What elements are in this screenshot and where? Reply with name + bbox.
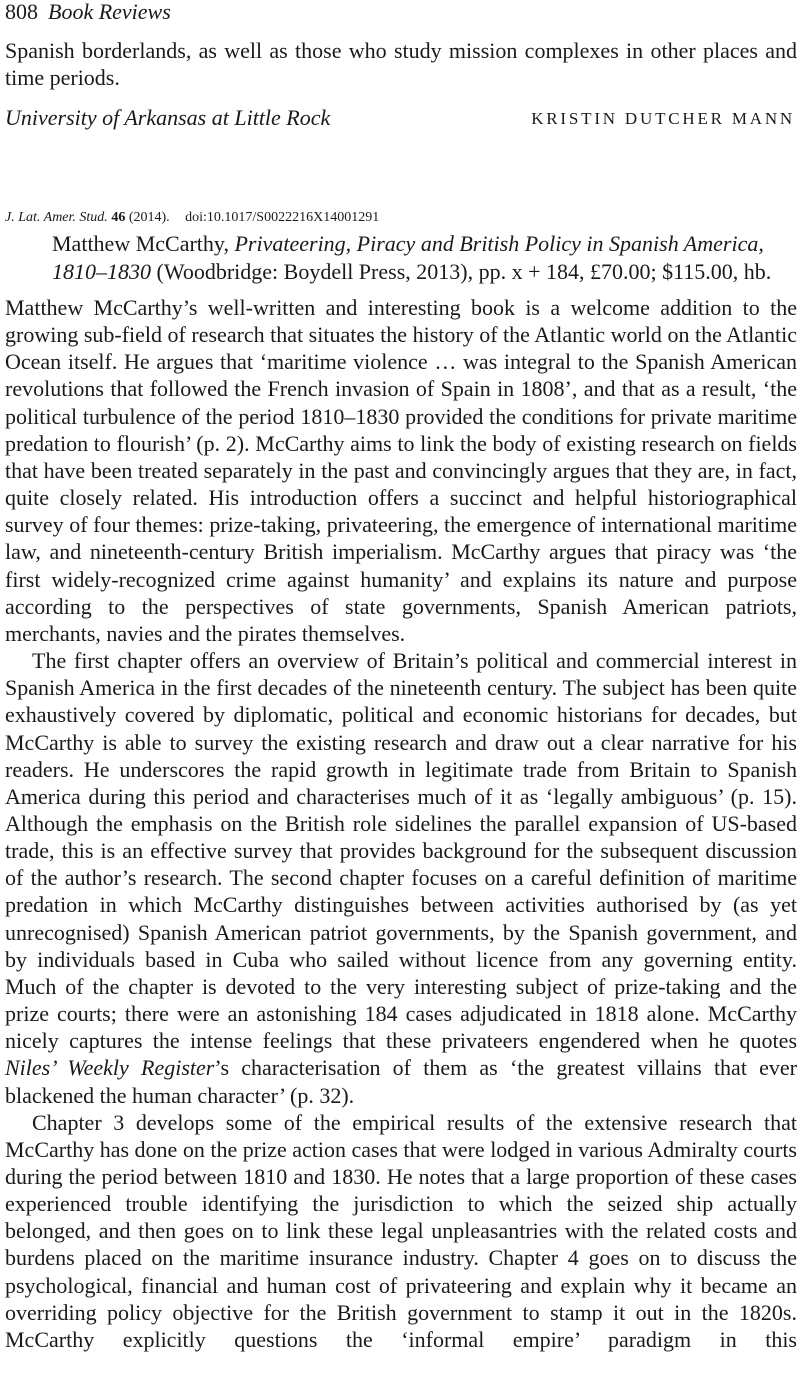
book-title: Privateering, Piracy and British Policy in Spanish America, (234, 231, 764, 256)
reviewer-affiliation: University of Arkansas at Little Rock (5, 105, 331, 130)
doi-link[interactable]: doi:10.1017/S0022216X14001291 (185, 210, 380, 225)
book-heading (52, 230, 797, 286)
book-heading-line-1 (52, 230, 797, 258)
reviewer-name: KRISTIN DUTCHER MANN (531, 109, 795, 128)
periodical-title: Niles’ Weekly Register (5, 1055, 215, 1081)
book-heading-line-2 (52, 258, 797, 286)
review-paragraph-2 (5, 647, 797, 1109)
review-paragraph-1: Matthew McCarthy’s well-written and interesting book is a welcome addition to the growing sub-field of research that situates the history of the Atlantic world on the Atlantic Ocean itself. He argues that ‘maritime violence … was integral to the Spanish American revolutions that followed the French invasion of Spain in 1808’, and that as a result, ‘the political turbulence of the period 1810–1830 provided the conditions for private maritime predation to flourish’ (p. 2). McCarthy aims to link the body of existing research on fields that have been treated separately in the past and convincingly argues that they are, in fact, quite closely related. His introduction offers a succinct and helpful historiographical survey of four themes: prize-taking, privateering, the emergence of international maritime law, and nineteenth-century British imperialism. McCarthy argues that piracy was ‘the first widely-recognized crime against humanity’ and explains its nature and purpose according to the perspectives of state governments, Spanish American patriots, merchants, navies and the pirates themselves. (5, 295, 797, 646)
page-number: 808 (5, 0, 38, 24)
review-paragraph-3: Chapter 3 develops some of the empirical results of the extensive research that McCarthy has done on the prize action cases that were lodged in various Admiralty courts during the period between 1810 and 1830. He notes that a large proportion of these cases experienced trouble identifying the jurisdiction to which the seized ship actually belonged, and then goes on to link these legal unpleasantries with the related costs and burdens placed on the maritime insurance industry. Chapter 4 goes on to discuss the psychological, financial and human cost of privateering and explain why it became an overriding policy objective for the British government to stamp it out in the 1820s. McCarthy explicitly questions the ‘informal empire’ paradigm in this (5, 1109, 797, 1352)
journal-volume: 46 (111, 210, 126, 225)
review-paragraph-2-text-before: The first chapter offers an overview of Britain’s political and commercial interest in Spanish America in the first decades of the nineteenth century. The subject has been quite exhaustively covered by diplomatic, political and economic historians for decades, but McCarthy is able to survey the existing research and draw out a clear narrative for his readers. He underscores the rapid growth in legitimate trade from Britain to Spanish America during this period and characterises much of it as ‘legally ambiguous’ (p. 15). Although the emphasis on the British role sidelines the parallel expansion of US-based trade, this is an effective survey that provides background for the subsequent discussion of the author’s research. The second chapter focuses on a careful definition of maritime predation in which McCarthy distinguishes between activities authorised by (as yet unrecognised) Spanish American patriot governments, by the Spanish government, and by individuals based in Cuba who sailed without licence from any governing entity. Much of the chapter is devoted to the very interesting subject of prize-taking and the prize courts; there were an astonishing 184 cases adjudicated in 1818 alone. McCarthy nicely captures the intense feelings that these privateers engendered when he quotes (5, 648, 797, 1054)
running-head (5, 0, 171, 26)
review-body (5, 294, 797, 1353)
section-title: Book Reviews (48, 0, 171, 24)
book-author: Matthew McCarthy, (52, 231, 229, 256)
previous-review-closing-text: Spanish borderlands, as well as those who study mission complexes in other places and time periods. (5, 38, 797, 90)
journal-citation (5, 208, 379, 228)
book-publication-details: (Woodbridge: Boydell Press, 2013), pp. x + 184, £70.00; $115.00, hb. (156, 259, 772, 284)
review-paragraph-2-text-after: ’s characterisation of them as ‘the greatest villains that ever blackened the human character’ (p. 32). (5, 1055, 798, 1108)
book-years: 1810–1830 (52, 259, 151, 284)
journal-year: (2014). (128, 210, 170, 225)
journal-abbreviation: J. Lat. Amer. Stud. (5, 210, 108, 225)
